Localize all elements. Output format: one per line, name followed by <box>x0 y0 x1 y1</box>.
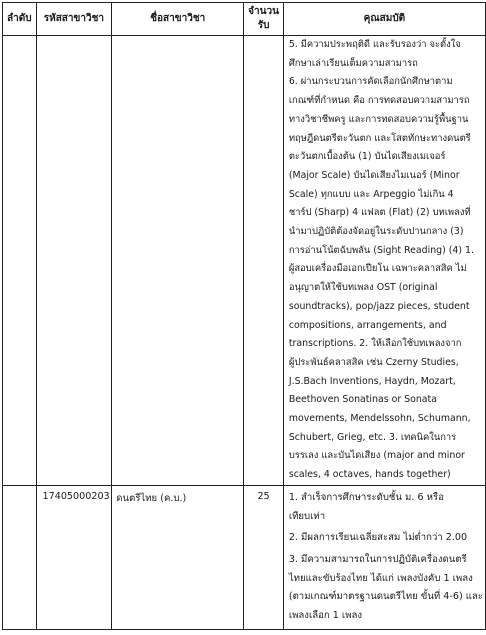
row1-no <box>3 36 37 486</box>
qualification-line: 6. ผ่านกระบวนการคัดเลือกนักศึกษาตาม <box>288 76 453 88</box>
qualification-line: ชาร์ป (Sharp) 4 แฟลต (Flat) (2) บทเพลงที่ <box>288 207 471 219</box>
row2-seats: 25 <box>244 485 284 629</box>
qualification-line: Scale) ทุกแบบ และ Arpeggio ไม่เกิน 4 <box>288 188 454 200</box>
qualification-item <box>289 551 483 626</box>
qualification-line: 2. มีผลการเรียนเฉลี่ยสะสม ไม่ต่ำกว่า 2.00 <box>288 532 468 544</box>
qualification-line: transcriptions. 2. ให้เลือกใช้บทเพลงจาก <box>288 338 462 350</box>
qualification-line: movements, Mendelssohn, Schumann, <box>288 413 471 425</box>
row2-no <box>3 485 37 629</box>
qualification-line: บรรเลง และบันไดเสียง (major and minor <box>288 450 465 462</box>
qualification-line: เทียบเท่า <box>288 510 326 522</box>
qualification-item <box>289 489 483 526</box>
qualification-line: scales, 4 octaves, hands together) <box>288 469 451 481</box>
qualification-line: 1. สำเร็จการศึกษาระดับชั้น ม. 6 หรือ <box>288 491 444 503</box>
header-qualifications: คุณสมบัติ <box>283 3 485 36</box>
header-name: ชื่อสาขาวิชา <box>112 3 244 36</box>
qualification-line: (ตามเกณฑ์มาตรฐานดนตรีไทย ขั้นที่ 4-6) และ <box>288 591 483 603</box>
qualification-line: ตะวันตกเบื้องต้น (1) บันไดเสียงเมเจอร์ <box>288 151 446 163</box>
qualification-line: Schubert, Grieg, etc. 3. เทคนิคในการ <box>288 431 457 443</box>
header-seats-line2: รับ <box>257 20 270 31</box>
admission-table <box>2 2 486 630</box>
qualification-line: อนุญาตให้ใช้บทเพลง OST (original <box>288 282 438 294</box>
row2-name: ดนตรีไทย (ค.บ.) <box>112 485 244 629</box>
qualification-line: Beethoven Sonatinas or Sonata <box>288 394 437 406</box>
qualification-line: การอ่านโน้ตฉับพลัน (Sight Reading) (4) 1. <box>288 244 474 256</box>
qualification-line: (Major Scale) บันไดเสียงไมเนอร์ (Minor <box>288 169 460 181</box>
qualification-line: นำมาปฏิบัติต้องจัดอยู่ในระดับปานกลาง (3) <box>288 226 464 238</box>
header-code: รหัสสาขาวิชา <box>36 3 112 36</box>
qualification-line: เกณฑ์ที่กำหนด คือ การทดสอบความสามารถ <box>288 95 470 107</box>
header-no: ลำดับ <box>3 3 37 36</box>
qualification-line: 3. มีความสามารถในการปฏิบัติเครื่องดนตรี <box>288 553 467 565</box>
row1-code <box>36 36 112 486</box>
row1-name <box>112 36 244 486</box>
header-seats-line1: จำนวน <box>248 6 279 17</box>
qualification-line: ศึกษาเล่าเรียนเต็มความสามารถ <box>288 57 418 69</box>
qualification-line: ทางวิชาชีพครู และการทดสอบความรู้พื้นฐาน <box>288 113 469 125</box>
table-row <box>3 485 486 629</box>
qualification-line: J.S.Bach Inventions, Haydn, Mozart, <box>288 375 456 387</box>
qualification-line: ไทยและขับร้องไทย ได้แก่ เพลงบังคับ 1 เพลง <box>288 572 473 584</box>
table-row <box>3 36 486 486</box>
row2-code: 17405000203 <box>36 485 112 629</box>
row2-qualifications <box>283 485 485 629</box>
qualification-line: ผู้ประพันธ์คลาสสิค เช่น Czerny Studies, <box>288 356 459 368</box>
qualification-line: compositions, arrangements, and <box>288 319 447 331</box>
header-seats <box>244 3 284 36</box>
qualification-line: ผู้สอบเครื่องมือเอกเปียโน เฉพาะคลาสสิค ไม่ <box>288 263 467 275</box>
qualification-line: soundtracks), pop/jazz pieces, student <box>288 300 470 312</box>
qualification-item <box>289 529 483 548</box>
qualification-line: เพลงเลือก 1 เพลง <box>288 610 363 622</box>
row1-seats <box>244 36 284 486</box>
row1-qualifications <box>283 36 485 486</box>
header-row <box>3 3 486 36</box>
qualification-line: ทฤษฎีดนตรีตะวันตก และโสตทักษะทางดนตรี <box>288 132 471 144</box>
qualification-line: 5. มีความประพฤติดี และรับรองว่า จะตั้งใจ <box>288 39 461 50</box>
